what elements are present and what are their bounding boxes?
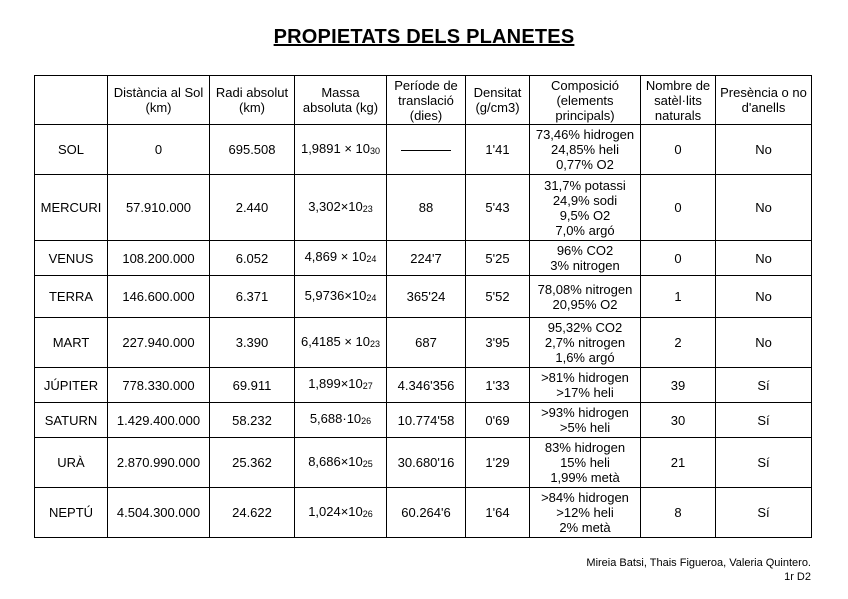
composition-line: 78,08% nitrogen [537,281,633,297]
satellites-cell: 0 [641,175,716,241]
period-cell: 224'7 [387,241,466,276]
radius-cell: 69.911 [210,368,295,403]
radius-cell: 58.232 [210,403,295,438]
table-row [35,241,812,276]
period-cell: 10.774'58 [387,403,466,438]
mass-base: 6,4185 × 10 [300,333,371,349]
rings-cell: Sí [716,438,812,488]
satellites-cell: 0 [641,241,716,276]
planet-name: URÀ [35,438,108,488]
class-label: 1r D2 [784,571,811,583]
mass-exponent: 24 [366,254,377,264]
table-row [35,318,812,368]
table-row [35,438,812,488]
composition-line: 0,77% O2 [556,157,614,172]
distance-cell: 227.940.000 [108,318,210,368]
composition-line: >17% heli [556,385,614,400]
composition-line: >12% heli [556,505,614,520]
composition-cell [530,241,641,276]
composition-line: 96% CO2 [556,243,614,258]
rings-cell: Sí [716,368,812,403]
header-row [35,76,812,125]
radius-cell: 6.052 [210,241,295,276]
mass-cell [295,488,387,538]
period-cell: 30.680'16 [387,438,466,488]
mass-cell [295,318,387,368]
composition-cell [530,276,641,318]
satellites-cell: 2 [641,318,716,368]
mass-exponent: 27 [362,381,373,391]
composition-line: 95,32% CO2 [547,320,623,335]
distance-cell: 146.600.000 [108,276,210,318]
planet-name: SATURN [35,403,108,438]
period-cell: 60.264'6 [387,488,466,538]
planet-name: SOL [35,125,108,175]
mass-cell [295,276,387,318]
table-row [35,125,812,175]
composition-line: 7,0% argó [555,222,615,238]
distance-cell: 108.200.000 [108,241,210,276]
mass-exponent: 26 [362,508,373,519]
mass-base: 1,899×10 [308,376,363,391]
satellites-cell: 1 [641,276,716,318]
radius-cell: 695.508 [210,125,295,175]
planet-name: TERRA [35,276,108,318]
density-cell: 3'95 [466,318,530,368]
density-cell: 1'33 [466,368,530,403]
mass-exponent: 23 [370,338,381,349]
mass-base: 4,869 × 10 [304,249,367,264]
mass-base: 1,024×10 [308,503,363,519]
mass-exponent: 25 [362,458,373,469]
composition-line: 24,9% sodi [552,192,618,208]
satellites-cell: 39 [641,368,716,403]
rings-cell: Sí [716,403,812,438]
mass-base: 1,9891 × 10 [300,140,371,156]
composition-line: 2,7% nitrogen [544,335,626,350]
credits [586,556,811,584]
header-empty [35,76,108,125]
composition-line: >84% hidrogen [541,490,629,505]
distance-cell: 4.504.300.000 [108,488,210,538]
composition-line: 1,6% argó [555,350,615,365]
composition-line: 9,5% O2 [559,207,611,223]
rings-cell: No [716,318,812,368]
mass-exponent: 23 [362,203,373,214]
composition-cell [530,368,641,403]
radius-cell: 2.440 [210,175,295,241]
density-cell: 5'25 [466,241,530,276]
planet-name: JÚPITER [35,368,108,403]
composition-line: >5% heli [559,420,611,435]
composition-line: 2% metà [559,520,611,535]
composition-cell [530,125,641,175]
density-cell: 1'41 [466,125,530,175]
authors: Mireia Batsi, Thais Figueroa, Valeria Quintero. [586,557,811,569]
header-composition: Composició (elements principals) [530,76,641,125]
composition-line: >81% hidrogen [541,370,629,385]
radius-cell: 24.622 [210,488,295,538]
composition-line: 15% heli [560,455,610,470]
radius-cell: 6.371 [210,276,295,318]
rings-cell: No [716,276,812,318]
planet-name: MERCURI [35,175,108,241]
density-cell: 1'29 [466,438,530,488]
density-cell: 5'43 [466,175,530,241]
table-row [35,403,812,438]
distance-cell: 57.910.000 [108,175,210,241]
period-cell: 365'24 [387,276,466,318]
rings-cell: No [716,125,812,175]
radius-cell: 25.362 [210,438,295,488]
period-cell [387,125,466,175]
composition-cell [530,403,641,438]
distance-cell: 1.429.400.000 [108,403,210,438]
mass-cell [295,368,387,403]
mass-base: 5,9736×10 [304,287,367,303]
mass-cell [295,438,387,488]
density-cell: 1'64 [466,488,530,538]
satellites-cell: 30 [641,403,716,438]
header-density: Densitat (g/cm3) [466,76,530,125]
table-row [35,276,812,318]
planet-name: VENUS [35,241,108,276]
density-cell: 0'69 [466,403,530,438]
composition-line: 24,85% heli [551,142,619,157]
satellites-cell: 8 [641,488,716,538]
mass-cell [295,403,387,438]
planet-name: NEPTÚ [35,488,108,538]
composition-cell [530,318,641,368]
table-row [35,488,812,538]
mass-exponent: 24 [366,292,377,303]
mass-cell [295,125,387,175]
header-mass: Massa absoluta (kg) [295,76,387,125]
mass-base: 3,302×10 [308,198,363,214]
distance-cell: 778.330.000 [108,368,210,403]
header-radius: Radi absolut (km) [210,76,295,125]
satellites-cell: 21 [641,438,716,488]
period-cell: 4.346'356 [387,368,466,403]
planet-name: MART [35,318,108,368]
rings-cell: No [716,241,812,276]
header-distance: Distància al Sol (km) [108,76,210,125]
mass-base: 8,686×10 [308,453,363,469]
header-satellites: Nombre de satèl·lits naturals [641,76,716,125]
radius-cell: 3.390 [210,318,295,368]
density-cell: 5'52 [466,276,530,318]
mass-cell [295,175,387,241]
composition-cell [530,175,641,241]
header-rings: Presència o no d'anells [716,76,812,125]
satellites-cell: 0 [641,125,716,175]
mass-base: 5,688·10 [309,411,362,426]
period-cell: 687 [387,318,466,368]
composition-line: 1,99% metà [550,470,620,485]
mass-exponent: 26 [361,416,372,426]
table-row [35,368,812,403]
page-title: PROPIETATS DELS PLANETES [273,26,575,48]
composition-cell [530,488,641,538]
distance-cell: 2.870.990.000 [108,438,210,488]
mass-exponent: 30 [370,145,381,156]
mass-cell [295,241,387,276]
rings-cell: No [716,175,812,241]
composition-line: 3% nitrogen [550,258,620,273]
table-row [35,175,812,241]
composition-line: 83% hidrogen [544,440,626,455]
distance-cell: 0 [108,125,210,175]
planet-properties-table [34,75,812,538]
header-period: Període de translació (dies) [387,76,466,125]
rings-cell: Sí [716,488,812,538]
composition-cell [530,438,641,488]
composition-line: 31,7% potassi [544,177,626,193]
composition-line: 20,95% O2 [552,296,618,312]
composition-line: 73,46% hidrogen [535,127,635,142]
empty-dash [401,150,451,151]
composition-line: >93% hidrogen [541,405,629,420]
period-cell: 88 [387,175,466,241]
